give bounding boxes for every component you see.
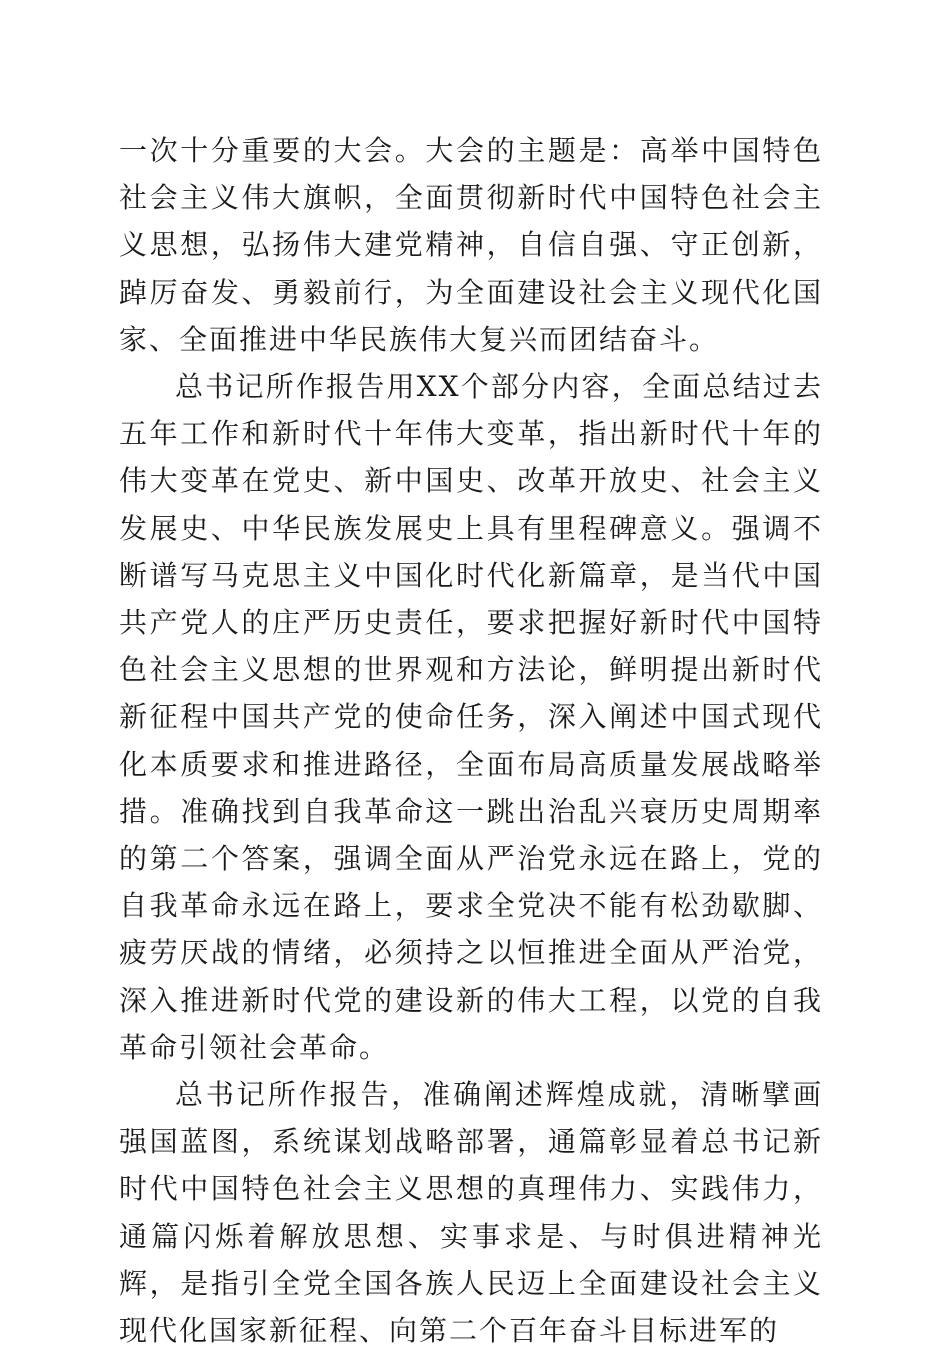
- paragraph-report-significance: 总书记所作报告，准确阐述辉煌成就，清晰擘画强国蓝图，系统谋划战略部署，通篇彰显着总书记新时代中国特色社会主义思想的真理伟力、实践伟力，通篇闪烁着解放思想、实事求是、与时俱进精神光辉，是指引全党全国各族人民迈上全面建设社会主义现代化国家新征程、向第二个百年奋斗目标进军的: [119, 1078, 823, 1348]
- paragraph-continuation: 一次十分重要的大会。大会的主题是：高举中国特色社会主义伟大旗帜，全面贯彻新时代中国特色社会主义思想，弘扬伟大建党精神，自信自强、守正创新，踔厉奋发、勇毅前行，为全面建设社会主义现代化国家、全面推进中华民族伟大复兴而团结奋斗。: [119, 134, 823, 356]
- document-body: [119, 127, 823, 1354]
- paragraph-report-summary: 总书记所作报告用XX个部分内容，全面总结过去五年工作和新时代十年伟大变革，指出新时代十年的伟大变革在党史、新中国史、改革开放史、社会主义发展史、中华民族发展史上具有里程碑意义。强调不断谱写马克思主义中国化时代化新篇章，是当代中国共产党人的庄严历史责任，要求把握好新时代中国特色社会主义思想的世界观和方法论，鲜明提出新时代新征程中国共产党的使命任务，深入阐述中国式现代化本质要求和推进路径，全面布局高质量发展战略举措。准确找到自我革命这一跳出治乱兴衰历史周期率的第二个答案，强调全面从严治党永远在路上，党的自我革命永远在路上，要求全党决不能有松劲歇脚、疲劳厌战的情绪，必须持之以恒推进全面从严治党，深入推进新时代党的建设新的伟大工程，以党的自我革命引领社会革命。: [119, 370, 823, 1064]
